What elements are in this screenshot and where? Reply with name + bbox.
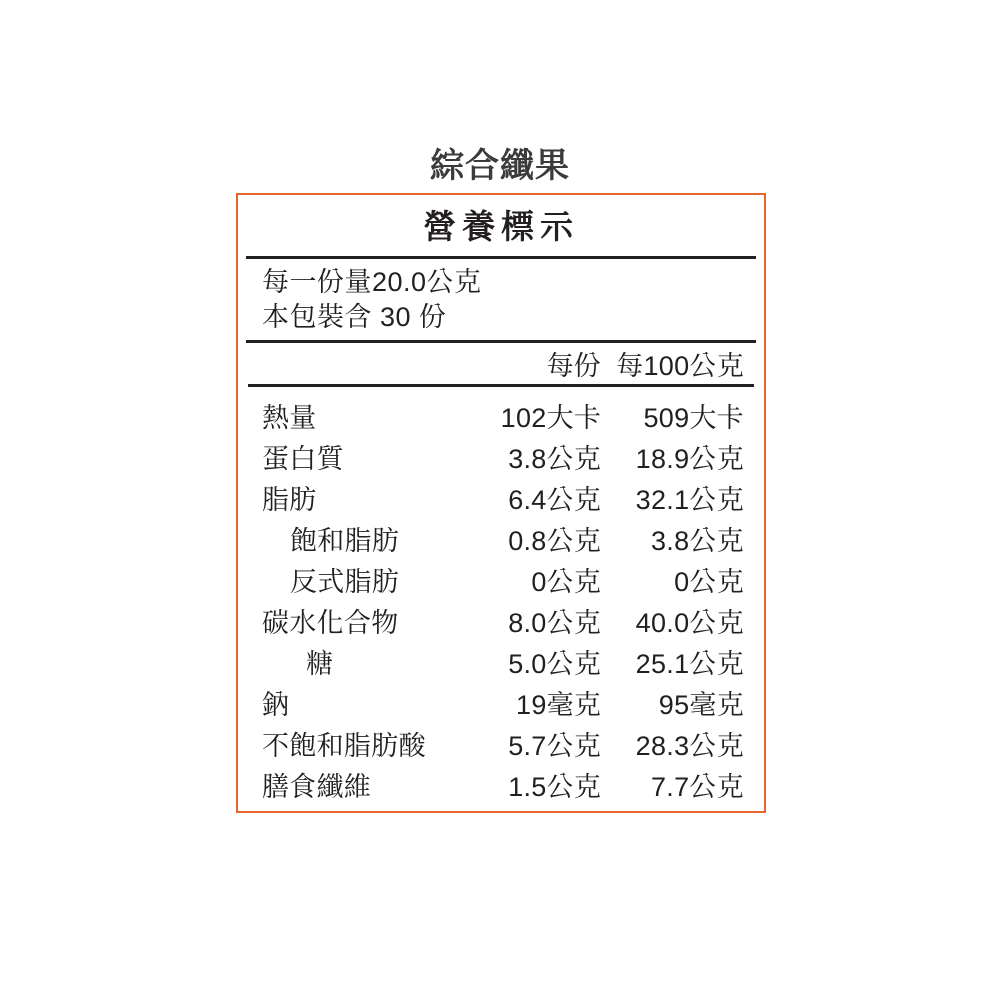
table-header-divider [248, 386, 754, 396]
nutrient-per-serving-value: 19毫克 [516, 690, 602, 721]
nutrient-per-100g-value: 509大卡 [643, 403, 744, 434]
nutrition-table [248, 343, 754, 805]
nutrient-per-serving-value: 6.4公克 [508, 485, 602, 516]
nutrient-per-100g-value: 40.0公克 [635, 608, 744, 639]
nutrient-name: 膳食纖維 [262, 772, 372, 803]
table-row [248, 764, 754, 805]
nutrition-label-heading: 營養標示 [423, 208, 579, 245]
nutrient-per-100g-value: 25.1公克 [635, 649, 744, 680]
table-row [248, 723, 754, 764]
nutrient-name: 熱量 [262, 403, 317, 434]
column-header-per-100g: 每100公克 [616, 351, 744, 382]
nutrient-name: 糖 [306, 649, 334, 680]
table-row [248, 395, 754, 436]
table-row [248, 682, 754, 723]
nutrient-name: 飽和脂肪 [290, 526, 400, 557]
nutrient-per-serving-value: 0公克 [531, 567, 602, 598]
nutrient-per-serving-value: 1.5公克 [508, 772, 602, 803]
nutrition-table-header [248, 343, 754, 386]
nutrition-facts-panel [236, 193, 766, 813]
table-row [248, 436, 754, 477]
nutrient-per-100g-value: 18.9公克 [635, 444, 744, 475]
column-header-name [248, 343, 471, 386]
table-row [248, 600, 754, 641]
nutrient-per-serving-value: 8.0公克 [508, 608, 602, 639]
nutrient-name: 脂肪 [262, 485, 317, 516]
nutrient-name: 不飽和脂肪酸 [262, 731, 426, 762]
nutrient-per-100g-value: 3.8公克 [650, 526, 744, 557]
table-header-row [248, 343, 754, 386]
table-row [248, 477, 754, 518]
nutrition-table-body [248, 386, 754, 806]
servings-per-package-text: 本包裝含 30 份 [262, 301, 447, 332]
nutrient-name: 鈉 [262, 690, 290, 721]
divider-header-cell [248, 386, 754, 396]
table-row [248, 518, 754, 559]
nutrient-name: 碳水化合物 [262, 608, 399, 639]
nutrient-per-100g-value: 28.3公克 [635, 731, 744, 762]
nutrient-per-100g-value: 95毫克 [658, 690, 744, 721]
nutrient-per-100g-value: 0公克 [674, 567, 744, 598]
nutrient-per-serving-value: 3.8公克 [508, 444, 602, 475]
serving-info [248, 259, 754, 340]
nutrient-per-serving-value: 5.0公克 [508, 649, 602, 680]
serving-size-text: 每一份量20.0公克 [262, 267, 482, 297]
nutrient-per-serving-value: 5.7公克 [508, 731, 602, 762]
nutrient-name: 反式脂肪 [290, 567, 400, 598]
nutrient-per-100g-value: 7.7公克 [650, 772, 744, 803]
table-row [248, 641, 754, 682]
nutrient-name: 蛋白質 [262, 444, 344, 475]
nutrient-per-100g-value: 32.1公克 [635, 485, 744, 516]
page-title: 綜合纖果 [430, 147, 570, 185]
column-header-per-serving: 每份 [546, 351, 602, 382]
nutrient-per-serving-value: 0.8公克 [508, 526, 602, 557]
nutrient-per-serving-value: 102大卡 [500, 403, 602, 434]
table-row [248, 559, 754, 600]
